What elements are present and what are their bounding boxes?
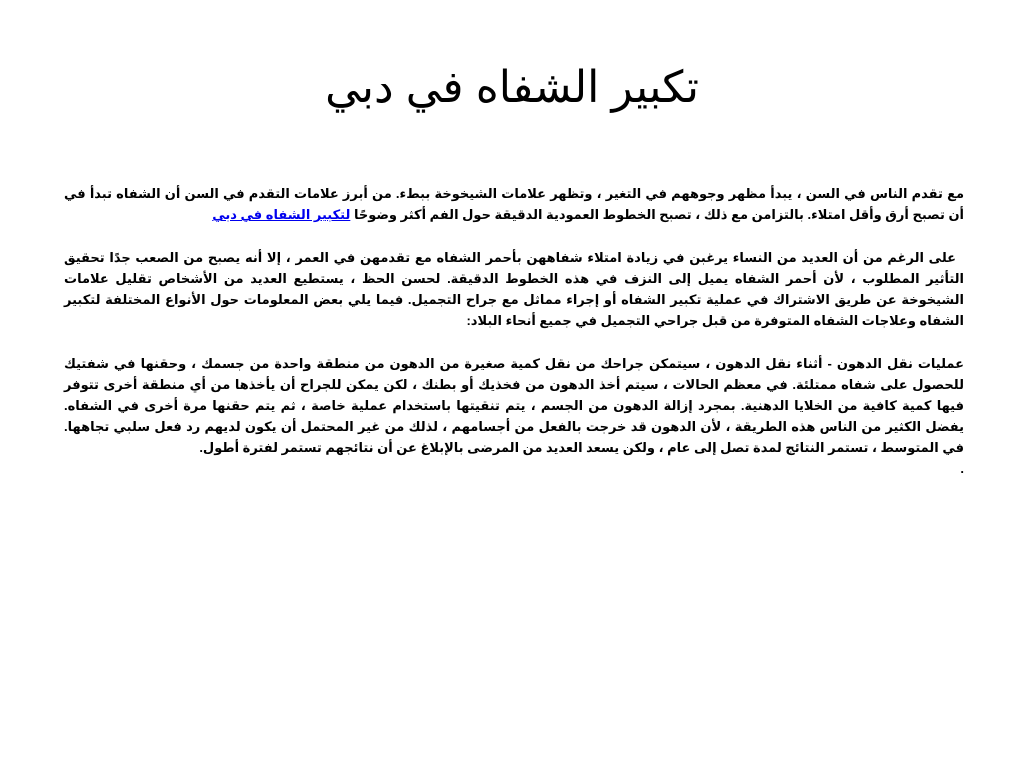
lip-augmentation-dubai-link[interactable]: لتكبير الشفاه في دبي — [212, 207, 351, 222]
paragraph-trailing-dot: . — [960, 461, 964, 476]
slide-title: تكبير الشفاه في دبي — [325, 63, 699, 112]
paragraph-intro — [64, 183, 964, 225]
paragraph-intro-text: مع تقدم الناس في السن ، يبدأ مظهر وجوههم في التغير ، وتظهر علامات الشيخوخة ببطء. من أبرز علامات التقدم في السن أن الشفاه تبدأ في أن تصبح أرق وأقل امتلاء. بالتزامن مع ذلك ، تصبح الخطوط العمودية الدقيقة حول الفم أكثر وضوحًا — [64, 186, 964, 222]
paragraph-lipstick: على الرغم من أن العديد من النساء يرغبن في زيادة امتلاء شفاههن بأحمر الشفاه مع تقدمهن في العمر ، إلا أنه يصبح من الصعب جدًا تحقيق التأثير المطلوب ، لأن أحمر الشفاه يميل إلى النزف في هذه الخطوط الدقيقة. لحسن الحظ ، يستطيع العديد من الأشخاص تقليل علامات الشيخوخة عن طريق الاشتراك في عملية تكبير الشفاه أو إجراء مماثل مع جراح التجميل. فيما يلي بعض المعلومات حول الأنواع المختلفة لتكبير الشفاه وعلاجات الشفاه المتوفرة من قبل جراحي التجميل في جميع أنحاء البلاد: — [64, 250, 964, 328]
slide-body — [64, 183, 964, 479]
paragraph-fat-transfer: عمليات نقل الدهون - أثناء نقل الدهون ، سيتمكن جراحك من نقل كمية صغيرة من الدهون من منطقة واحدة من جسمك ، وحقنها في شفتيك للحصول على شفاه ممتلئة. في معظم الحالات ، سيتم أخذ الدهون من فخذيك أو بطنك ، لكن يمكن للجراح أن يأخذها من أي منطقة أخرى تتوفر فيها كمية كافية من الخلايا الدهنية. بمجرد إزالة الدهون من الجسم ، يتم تنقيتها باستخدام عملية خاصة ، ثم يتم حقنها مرة أخرى في الشفاه. يفضل الكثير من الناس هذه الطريقة ، لأن الدهون قد خرجت بالفعل من أجسامهم ، لذلك من غير المحتمل أن يكون لديهم رد فعل سلبي تجاهها. في المتوسط ، تستمر النتائج لمدة تصل إلى عام ، ولكن يسعد العديد من المرضى بالإبلاغ عن أن نتائجهم تستمر لفترة أطول. — [64, 356, 964, 455]
